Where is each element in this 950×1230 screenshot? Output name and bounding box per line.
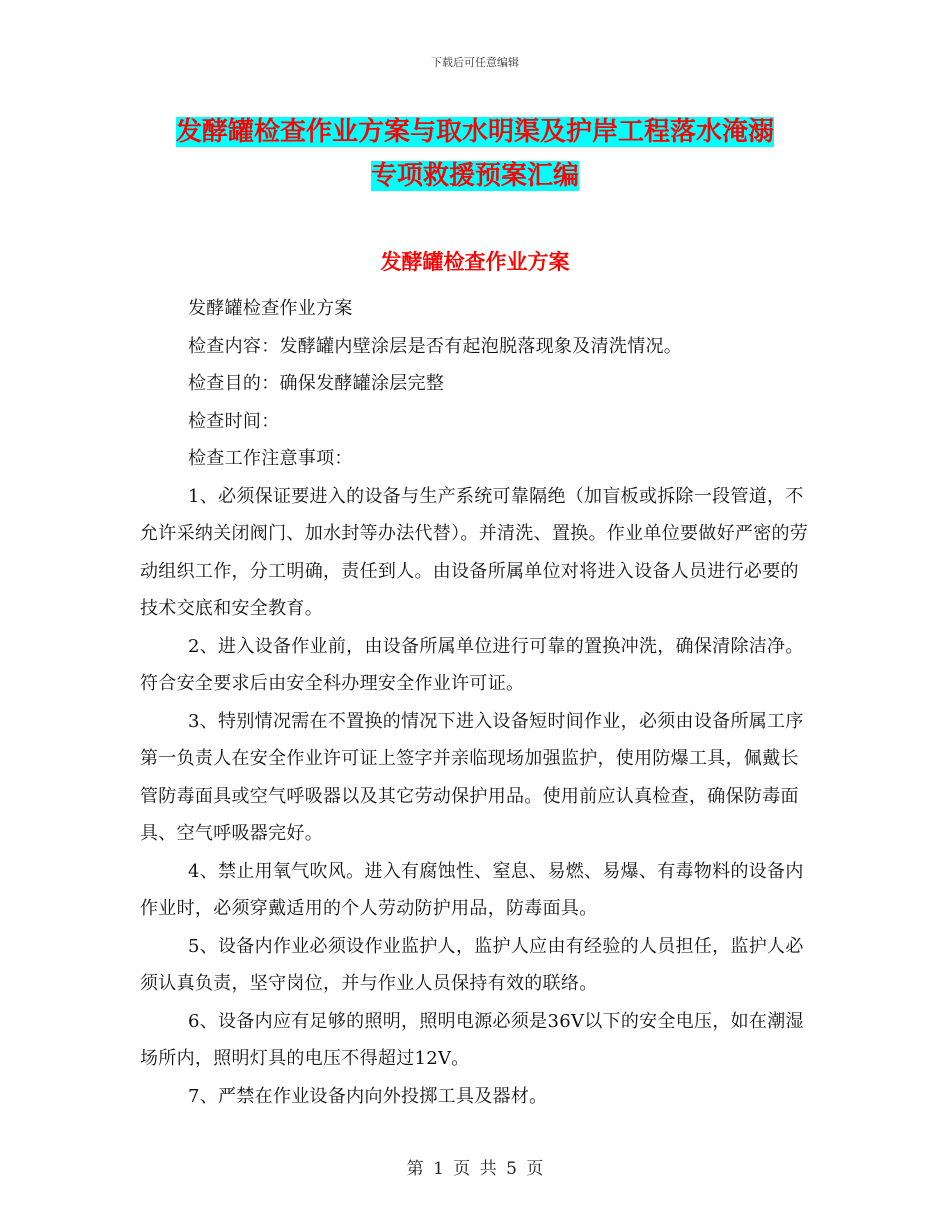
body-text bbox=[140, 290, 812, 1115]
document-title-line-1: 发酵罐检查作业方案与取水明渠及护岸工程落水淹溺 bbox=[175, 117, 774, 147]
paragraph: 1、必须保证要进入的设备与生产系统可靠隔绝（加盲板或拆除一段管道，不允许采纳关闭阀门、加水封等办法代替）。并清洗、置换。作业单位要做好严密的劳动组织工作，分工明确，责任到人。由设备所属单位对将进入设备人员进行必要的技术交底和安全教育。 bbox=[140, 485, 809, 619]
paragraph: 发酵罐检查作业方案 bbox=[188, 298, 353, 319]
paragraph: 检查目的：确保发酵罐涂层完整 bbox=[188, 373, 445, 394]
paragraph: 5、设备内作业必须设作业监护人，监护人应由有经验的人员担任，监护人必须认真负责，坚守岗位，并与作业人员保持有效的联络。 bbox=[140, 935, 804, 994]
page-footer: 第 1 页 共 5 页 bbox=[406, 1159, 544, 1179]
paragraph: 检查内容：发酵罐内壁涂层是否有起泡脱落现象及清洗情况。 bbox=[188, 335, 683, 357]
paragraph: 检查工作注意事项： bbox=[188, 448, 353, 469]
section-title: 发酵罐检查作业方案 bbox=[380, 250, 570, 274]
paragraph: 4、禁止用氧气吹风。进入有腐蚀性、窒息、易燃、易爆、有毒物料的设备内作业时，必须穿戴适用的个人劳动防护用品，防毒面具。 bbox=[140, 860, 804, 919]
paragraph: 3、特别情况需在不置换的情况下进入设备短时间作业，必须由设备所属工序第一负责人在安全作业许可证上签字并亲临现场加强监护，使用防爆工具，佩戴长管防毒面具或空气呼吸器以及其它劳动保护用品。使用前应认真检查，确保防毒面具、空气呼吸器完好。 bbox=[140, 710, 804, 844]
document-title bbox=[0, 110, 950, 198]
document-title-line-2: 专项救援预案汇编 bbox=[370, 161, 579, 191]
header-note: 下载后可任意编辑 bbox=[431, 56, 519, 69]
paragraph: 检查时间： bbox=[188, 410, 280, 432]
paragraph: 6、设备内应有足够的照明，照明电源必须是36V以下的安全电压，如在潮湿场所内，照明灯具的电压不得超过12V。 bbox=[140, 1010, 804, 1069]
paragraph: 7、严禁在作业设备内向外投掷工具及器材。 bbox=[188, 1085, 548, 1107]
paragraph: 2、进入设备作业前，由设备所属单位进行可靠的置换冲洗，确保清除洁净。符合安全要求后由安全科办理安全作业许可证。 bbox=[140, 635, 804, 694]
